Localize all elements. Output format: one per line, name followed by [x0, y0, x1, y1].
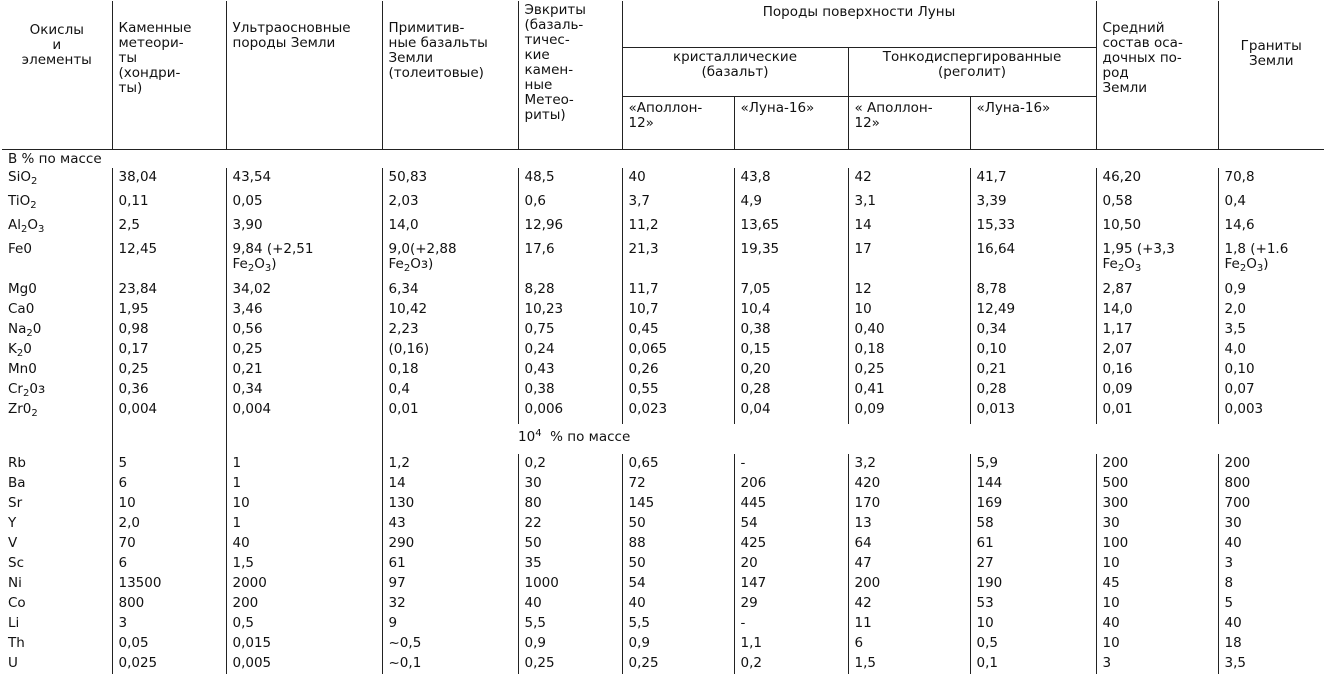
oxide-section [2, 150, 1324, 425]
table-row [2, 494, 1324, 514]
table-cell: 0,24 [518, 340, 622, 360]
table-cell: 0,025 [112, 654, 226, 674]
table-cell: 0,55 [622, 380, 734, 400]
table-cell: 1,1 [734, 634, 848, 654]
table-cell: 40 [622, 594, 734, 614]
row-label: Rb [8, 455, 26, 471]
table-row [2, 574, 1324, 594]
table-row [2, 300, 1324, 320]
table-cell: 7,05 [734, 280, 848, 300]
table-cell: 10,50 [1096, 216, 1218, 240]
table-cell: 4,0 [1218, 340, 1324, 360]
table-cell: 47 [848, 554, 970, 574]
table-cell: 97 [382, 574, 518, 594]
table-cell: 0,5 [970, 634, 1096, 654]
table-cell: 0,58 [1096, 192, 1218, 216]
table-cell: 29 [734, 594, 848, 614]
table-cell: 0,006 [518, 400, 622, 424]
table-cell: 0,34 [970, 320, 1096, 340]
row-label: V [8, 535, 18, 551]
table-cell: 40 [226, 534, 382, 554]
table-cell: 169 [970, 494, 1096, 514]
row-label: Th [8, 635, 25, 651]
table-cell: 17 [848, 240, 970, 280]
table-row [2, 216, 1324, 240]
table-cell: 14 [382, 474, 518, 494]
table-cell: (0,16) [382, 340, 518, 360]
table-cell: 1,8 (+1.6 $Fe_2O_3$) [1218, 240, 1324, 280]
table-cell: 100 [1096, 534, 1218, 554]
table-cell: 200 [1096, 454, 1218, 474]
table-cell: 6 [112, 474, 226, 494]
table-cell: 11,2 [622, 216, 734, 240]
table-cell: 0,023 [622, 400, 734, 424]
table-cell: 0,9 [518, 634, 622, 654]
table-cell: 0,75 [518, 320, 622, 340]
table-cell: 200 [226, 594, 382, 614]
table-cell: 10 [1096, 634, 1218, 654]
table-row [2, 654, 1324, 674]
table-cell: 8,78 [970, 280, 1096, 300]
table-cell: 8 [1218, 574, 1324, 594]
table-cell: 800 [112, 594, 226, 614]
row-label: Sc [8, 555, 24, 571]
section-label-mass: В % по массе [8, 151, 102, 167]
table-cell: ~0,5 [382, 634, 518, 654]
table-cell: 145 [622, 494, 734, 514]
table-cell: 3,5 [1218, 654, 1324, 674]
table-cell: 290 [382, 534, 518, 554]
row-label: Ba [8, 475, 26, 491]
table-cell: 0,21 [226, 360, 382, 380]
table-cell: 40 [1218, 534, 1324, 554]
table-cell: 1,95 [112, 300, 226, 320]
table-cell: 0,10 [970, 340, 1096, 360]
table-cell: 0,005 [226, 654, 382, 674]
table-cell: 500 [1096, 474, 1218, 494]
element-section [2, 454, 1324, 674]
table-cell: 10 [226, 494, 382, 514]
row-label: Li [8, 615, 20, 631]
table-row [2, 554, 1324, 574]
header-granite: Граниты Земли [1218, 1, 1324, 150]
header-ultrabasic: Ультраосновные породы Земли [226, 1, 382, 150]
table-cell: 22 [518, 514, 622, 534]
header-fine-regolith: Тонкодиспергированные (реголит) [848, 48, 1096, 97]
header-eucrites: Эвкриты (базаль- тичес- кие камен- ные Метео- риты) [518, 1, 622, 150]
table-cell: 12 [848, 280, 970, 300]
table-cell: 0,45 [622, 320, 734, 340]
table-row [2, 380, 1324, 400]
table-cell: 14 [848, 216, 970, 240]
table-cell: 34,02 [226, 280, 382, 300]
table-cell: 43 [382, 514, 518, 534]
table-cell: 0,40 [848, 320, 970, 340]
table-cell: 0,9 [622, 634, 734, 654]
table-cell: 2,5 [112, 216, 226, 240]
table-cell: 14,0 [382, 216, 518, 240]
row-label: Ni [8, 575, 22, 591]
table-cell: 30 [1218, 514, 1324, 534]
table-cell: 13,65 [734, 216, 848, 240]
table-cell: 38,04 [112, 168, 226, 192]
table-cell: 9,84 (+2,51 $Fe_2O_3$) [226, 240, 382, 280]
table-cell: 21,3 [622, 240, 734, 280]
table-cell: 0,28 [734, 380, 848, 400]
table-cell: 48,5 [518, 168, 622, 192]
table-cell: 35 [518, 554, 622, 574]
ppm-section-label [2, 424, 1324, 454]
table-cell: 54 [734, 514, 848, 534]
table-cell: - [734, 454, 848, 474]
table-cell: 700 [1218, 494, 1324, 514]
table-cell: 43,8 [734, 168, 848, 192]
table-cell: 0,4 [1218, 192, 1324, 216]
row-label: Ca0 [8, 301, 35, 317]
header-luna-16-fine: «Луна-16» [970, 97, 1096, 150]
table-cell: 6 [112, 554, 226, 574]
table-cell: 3 [1096, 654, 1218, 674]
table-cell: 42 [848, 168, 970, 192]
table-cell: 20 [734, 554, 848, 574]
section-label-ppm: $10^4$ % по массе [518, 428, 631, 445]
table-row [2, 168, 1324, 192]
table-cell: 0,05 [226, 192, 382, 216]
table-cell: 0,5 [226, 614, 382, 634]
table-cell: 6 [848, 634, 970, 654]
table-cell: 0,05 [112, 634, 226, 654]
table-cell: 0,25 [518, 654, 622, 674]
table-cell: 23,84 [112, 280, 226, 300]
table-row [2, 514, 1324, 534]
table-cell: 206 [734, 474, 848, 494]
table-cell: 15,33 [970, 216, 1096, 240]
table-cell: 300 [1096, 494, 1218, 514]
table-cell: 12,49 [970, 300, 1096, 320]
table-row [2, 320, 1324, 340]
table-cell: 50 [622, 514, 734, 534]
table-cell: 16,64 [970, 240, 1096, 280]
table-cell: 1,17 [1096, 320, 1218, 340]
header-oxides: Окислы и элементы [2, 1, 112, 150]
table-cell: 3,90 [226, 216, 382, 240]
table-cell: 0,2 [518, 454, 622, 474]
table-cell: 0,18 [382, 360, 518, 380]
table-cell: 0,013 [970, 400, 1096, 424]
table-cell: 1 [226, 514, 382, 534]
table-row [2, 474, 1324, 494]
header-moon-surface: Породы поверхности Луны [622, 1, 1096, 48]
table-row [2, 240, 1324, 280]
table-cell: 0,98 [112, 320, 226, 340]
table-cell: 10,42 [382, 300, 518, 320]
table-cell: 32 [382, 594, 518, 614]
row-label: Co [8, 595, 26, 611]
header-crystalline: кристаллические (базальт) [622, 48, 848, 97]
table-cell: 13500 [112, 574, 226, 594]
table-cell: 0,36 [112, 380, 226, 400]
table-cell: 14,0 [1096, 300, 1218, 320]
table-row [2, 614, 1324, 634]
table-cell: 43,54 [226, 168, 382, 192]
row-label: Fe0 [8, 241, 32, 257]
table-row [2, 594, 1324, 614]
row-label: Y [8, 515, 17, 531]
table-cell: 50 [518, 534, 622, 554]
table-cell: 10 [970, 614, 1096, 634]
table-cell: 10,7 [622, 300, 734, 320]
table-cell: 61 [970, 534, 1096, 554]
row-label: $Al_2O_3$ [8, 217, 45, 235]
header-primitive-basalts: Примитив- ные базальты Земли (толеитовые) [382, 1, 518, 150]
table-cell: 2,0 [1218, 300, 1324, 320]
table-cell: 2000 [226, 574, 382, 594]
table-cell: 144 [970, 474, 1096, 494]
table-cell: 0,25 [112, 360, 226, 380]
table-cell: 10 [1096, 594, 1218, 614]
table-row [2, 534, 1324, 554]
table-header [2, 1, 1324, 150]
table-cell: 12,96 [518, 216, 622, 240]
table-cell: 2,0 [112, 514, 226, 534]
table-cell: 2,87 [1096, 280, 1218, 300]
table-cell: ~0,1 [382, 654, 518, 674]
table-cell: 40 [518, 594, 622, 614]
table-cell: 0,4 [382, 380, 518, 400]
table-cell: 0,25 [622, 654, 734, 674]
table-cell: 9,0(+2,88 $Fe_2Oз$) [382, 240, 518, 280]
table-cell: 58 [970, 514, 1096, 534]
table-cell: 0,34 [226, 380, 382, 400]
table-cell: 0,003 [1218, 400, 1324, 424]
table-cell: 0,15 [734, 340, 848, 360]
table-cell: 1 [226, 454, 382, 474]
table-cell: 0,43 [518, 360, 622, 380]
table-cell: 130 [382, 494, 518, 514]
table-cell: 0,25 [226, 340, 382, 360]
row-label: TiO$_2$ [8, 193, 37, 211]
table-cell: 0,1 [970, 654, 1096, 674]
table-row [2, 454, 1324, 474]
table-row [2, 634, 1324, 654]
row-label: SiO$_2$ [8, 169, 38, 187]
row-label: Mn0 [8, 361, 37, 377]
header-stony-meteorites: Каменные метеори- ты (хондри- ты) [112, 1, 226, 150]
table-cell: 0,21 [970, 360, 1096, 380]
table-cell: 1000 [518, 574, 622, 594]
table-cell: 1,5 [848, 654, 970, 674]
table-cell: 800 [1218, 474, 1324, 494]
table-cell: 3 [1218, 554, 1324, 574]
table-cell: 1 [226, 474, 382, 494]
table-cell: 2,03 [382, 192, 518, 216]
table-cell: 40 [1218, 614, 1324, 634]
table-cell: 0,16 [1096, 360, 1218, 380]
table-cell: 41,7 [970, 168, 1096, 192]
table-cell: 1,2 [382, 454, 518, 474]
table-cell: 0,65 [622, 454, 734, 474]
table-cell: 10 [1096, 554, 1218, 574]
table-cell: 70 [112, 534, 226, 554]
table-cell: 200 [848, 574, 970, 594]
table-cell: 0,28 [970, 380, 1096, 400]
table-cell: 1,5 [226, 554, 382, 574]
table-cell: 19,35 [734, 240, 848, 280]
table-cell: 0,04 [734, 400, 848, 424]
row-label: Mg0 [8, 281, 37, 297]
table-cell: 12,45 [112, 240, 226, 280]
table-cell: 147 [734, 574, 848, 594]
row-label: $Cr_20з$ [8, 381, 46, 399]
table-cell: 6,34 [382, 280, 518, 300]
table-row [2, 340, 1324, 360]
table-cell: 9 [382, 614, 518, 634]
table-cell: 3,1 [848, 192, 970, 216]
header-apollo-12-fine: « Аполлон- 12» [848, 97, 970, 150]
table-cell: 45 [1096, 574, 1218, 594]
table-cell: 13 [848, 514, 970, 534]
table-cell: 1,95 (+3,3 $Fe_2O_3$ [1096, 240, 1218, 280]
table-row [2, 192, 1324, 216]
table-cell: 5 [112, 454, 226, 474]
table-cell: 11,7 [622, 280, 734, 300]
table-cell: 88 [622, 534, 734, 554]
table-cell: 17,6 [518, 240, 622, 280]
table-cell: 8,28 [518, 280, 622, 300]
table-cell: 0,10 [1218, 360, 1324, 380]
table-row [2, 360, 1324, 380]
table-cell: 425 [734, 534, 848, 554]
composition-table [2, 1, 1324, 674]
table-cell: 0,25 [848, 360, 970, 380]
table-cell: 5,9 [970, 454, 1096, 474]
table-cell: 170 [848, 494, 970, 514]
table-cell: 3,39 [970, 192, 1096, 216]
table-cell: 14,6 [1218, 216, 1324, 240]
table-cell: 0,01 [1096, 400, 1218, 424]
table-cell: 2,23 [382, 320, 518, 340]
table-cell: 46,20 [1096, 168, 1218, 192]
table-cell: 40 [1096, 614, 1218, 634]
table-cell: 3,5 [1218, 320, 1324, 340]
table-cell: 0,004 [112, 400, 226, 424]
row-label: $Na_20$ [8, 321, 42, 339]
table-cell: 0,20 [734, 360, 848, 380]
header-apollo-12-crystalline: «Аполлон- 12» [622, 97, 734, 150]
table-cell: 2,07 [1096, 340, 1218, 360]
table-cell: 40 [622, 168, 734, 192]
row-label: Sr [8, 495, 23, 511]
table-cell: 4,9 [734, 192, 848, 216]
table-cell: 10,4 [734, 300, 848, 320]
table-cell: 10 [848, 300, 970, 320]
table-cell: 0,09 [1096, 380, 1218, 400]
table-cell: 42 [848, 594, 970, 614]
table-cell: 0,01 [382, 400, 518, 424]
table-cell: 0,41 [848, 380, 970, 400]
table-row [2, 400, 1324, 424]
table-cell: 10 [112, 494, 226, 514]
table-cell: 0,9 [1218, 280, 1324, 300]
table-cell: 420 [848, 474, 970, 494]
table-cell: 64 [848, 534, 970, 554]
row-label: U [8, 655, 18, 671]
table-cell: 0,38 [518, 380, 622, 400]
table-cell: 72 [622, 474, 734, 494]
table-cell: 0,11 [112, 192, 226, 216]
table-cell: 0,18 [848, 340, 970, 360]
table-cell: 5 [1218, 594, 1324, 614]
table-cell: 445 [734, 494, 848, 514]
table-cell: 80 [518, 494, 622, 514]
table-cell: 0,6 [518, 192, 622, 216]
table-cell: 53 [970, 594, 1096, 614]
row-label: $Zr0_2$ [8, 401, 38, 419]
table-cell: 0,015 [226, 634, 382, 654]
table-cell: 0,26 [622, 360, 734, 380]
table-cell: 54 [622, 574, 734, 594]
header-luna-16-crystalline: «Луна-16» [734, 97, 848, 150]
table-row [2, 280, 1324, 300]
table-cell: 0,004 [226, 400, 382, 424]
table-cell: 30 [1096, 514, 1218, 534]
table-cell: 50,83 [382, 168, 518, 192]
table-cell: 11 [848, 614, 970, 634]
table-cell: 27 [970, 554, 1096, 574]
row-label: $K_20$ [8, 341, 32, 359]
table-cell: 3,2 [848, 454, 970, 474]
table-cell: 61 [382, 554, 518, 574]
table-cell: 3,7 [622, 192, 734, 216]
table-cell: 3,46 [226, 300, 382, 320]
table-cell: 5,5 [518, 614, 622, 634]
header-sediment: Средний состав оса- дочных по- род Земли [1096, 1, 1218, 150]
table-cell: 0,38 [734, 320, 848, 340]
table-cell: 50 [622, 554, 734, 574]
table-cell: 0,56 [226, 320, 382, 340]
table-cell: 5,5 [622, 614, 734, 634]
table-cell: 200 [1218, 454, 1324, 474]
table-cell: 190 [970, 574, 1096, 594]
table-cell: 0,09 [848, 400, 970, 424]
table-cell: 0,17 [112, 340, 226, 360]
table-cell: 30 [518, 474, 622, 494]
table-cell: 18 [1218, 634, 1324, 654]
table-cell: 0,065 [622, 340, 734, 360]
table-cell: 0,2 [734, 654, 848, 674]
table-cell: 3 [112, 614, 226, 634]
table-cell: - [734, 614, 848, 634]
table-cell: 0,07 [1218, 380, 1324, 400]
table-cell: 10,23 [518, 300, 622, 320]
table-cell: 70,8 [1218, 168, 1324, 192]
